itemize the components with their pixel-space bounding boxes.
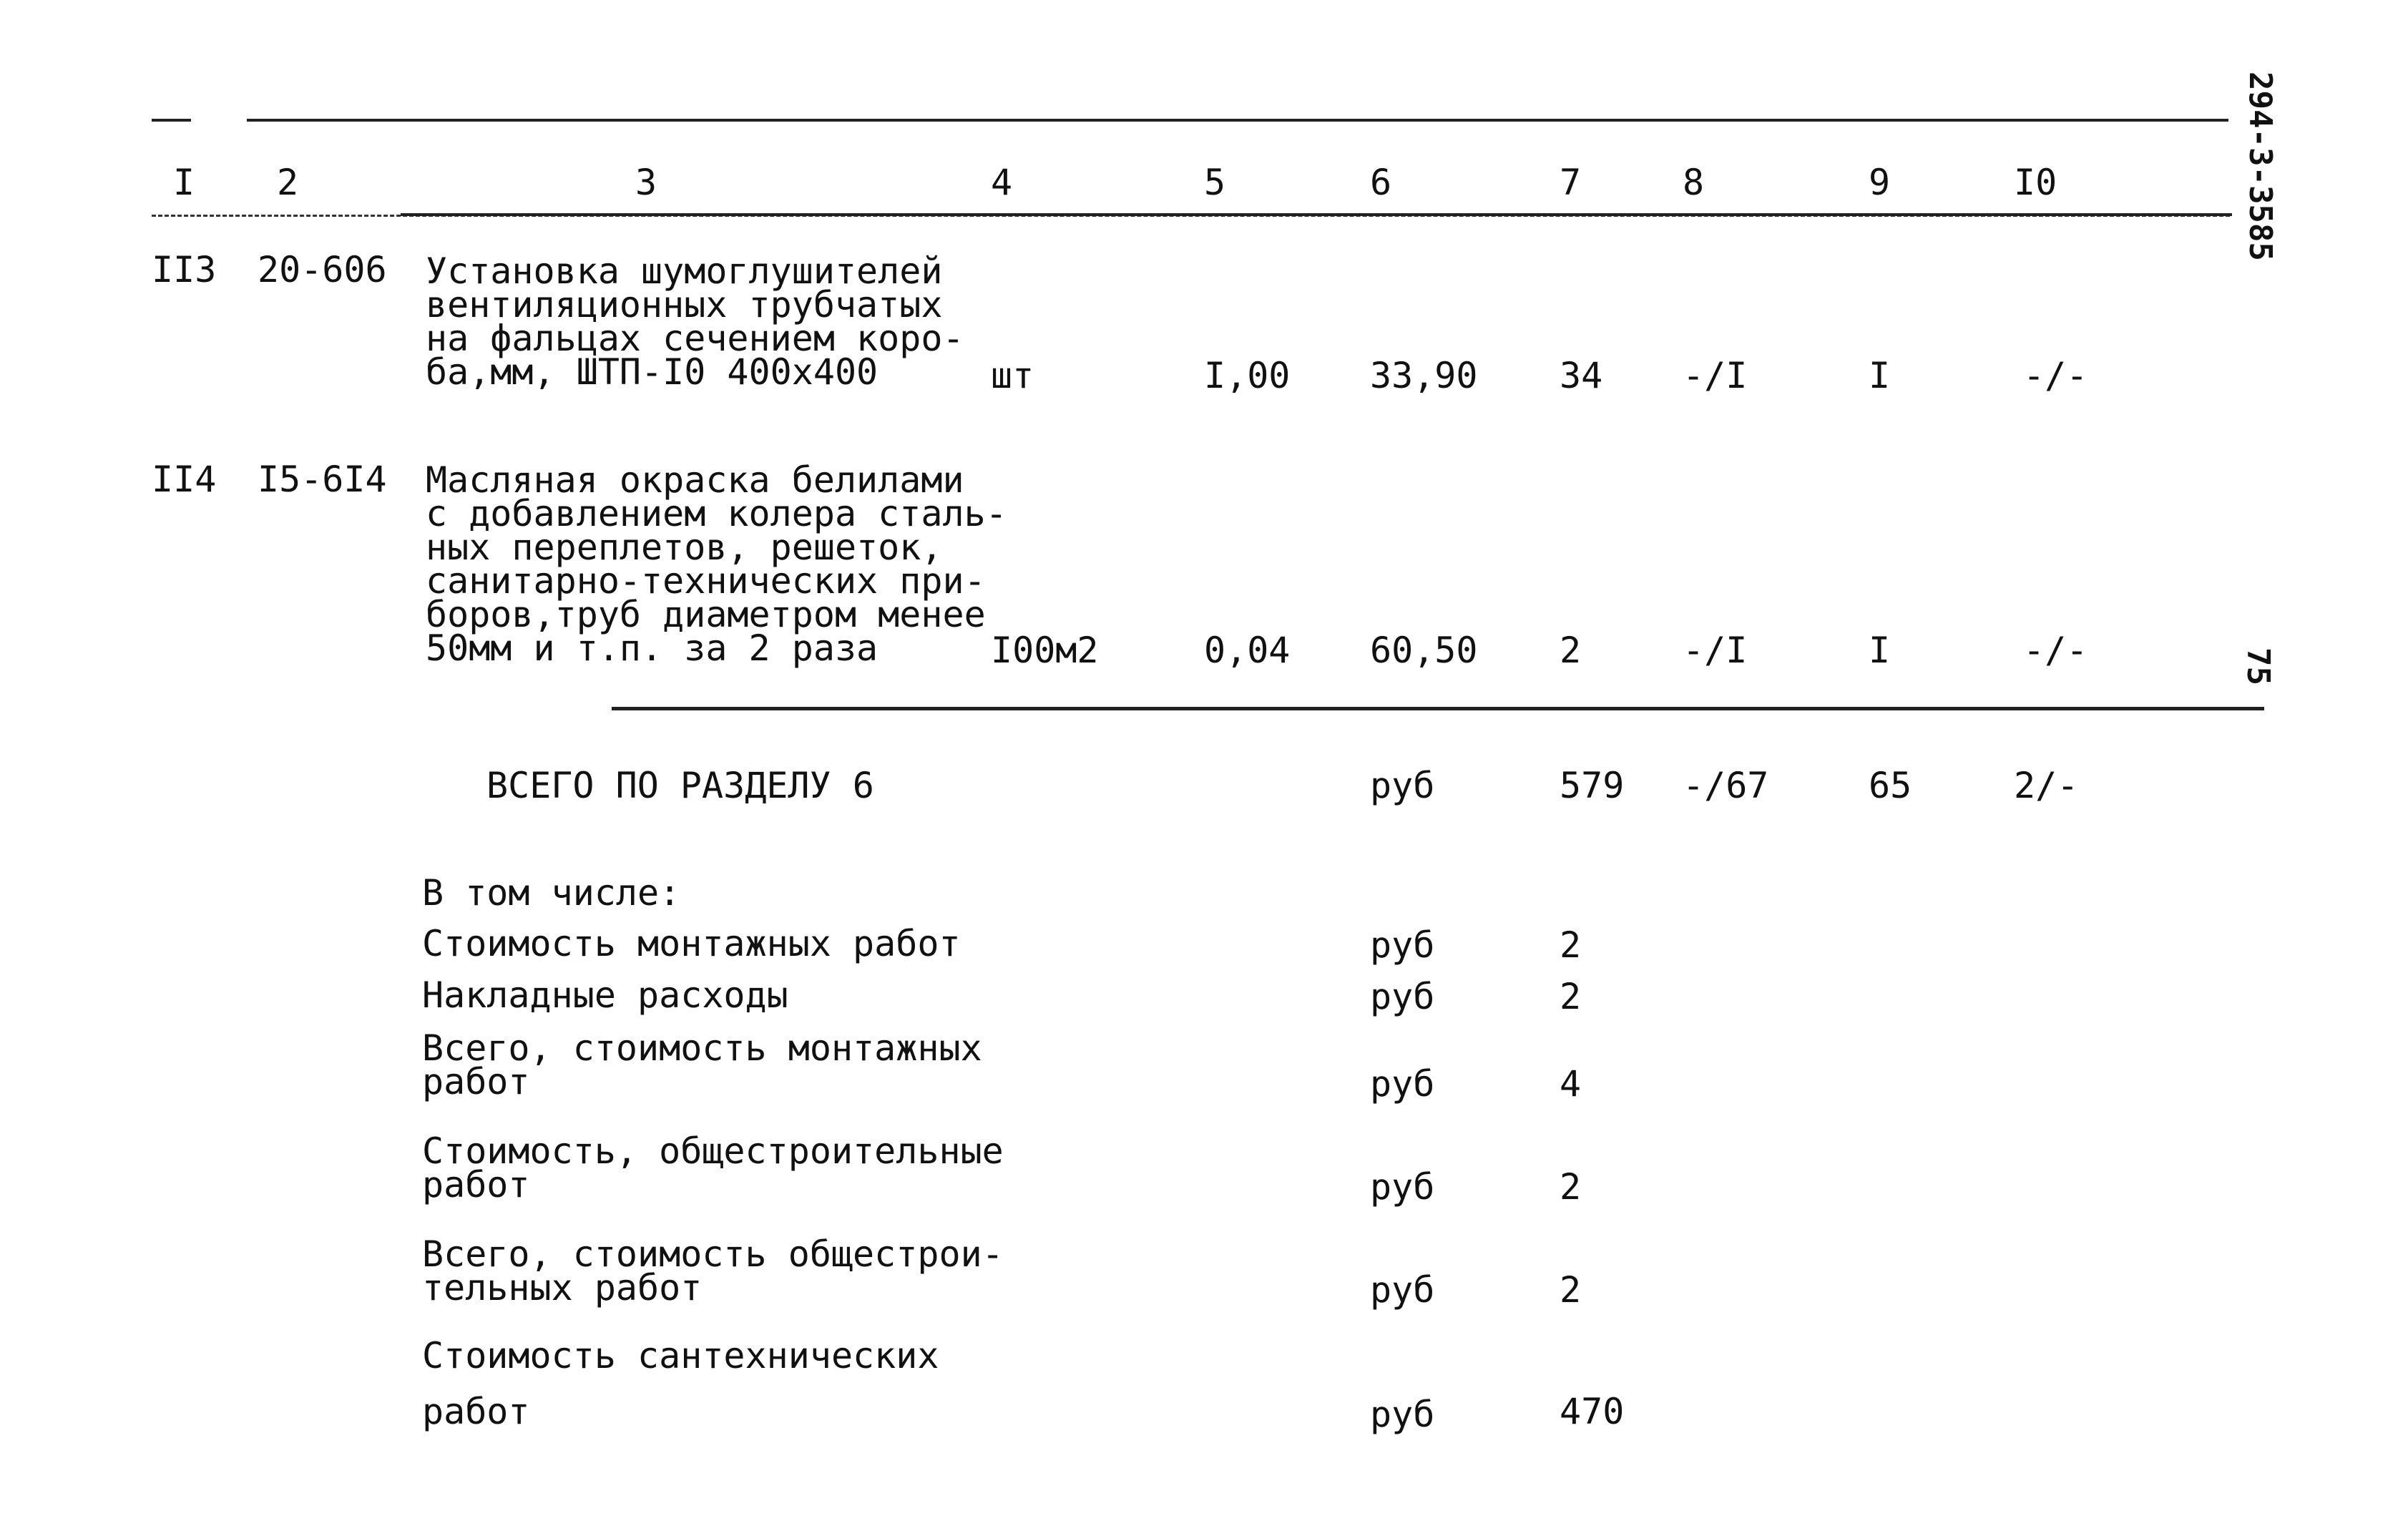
breakdown-value: 2	[1560, 976, 1582, 1017]
breakdown-unit: руб	[1370, 1063, 1435, 1105]
row-total: 34	[1560, 355, 1603, 396]
breakdown-heading: В том числе:	[422, 872, 681, 914]
column-header-2: 2	[277, 162, 299, 203]
top-rule	[247, 119, 2228, 122]
row-quantity: I,00	[1204, 355, 1291, 396]
column-header-6: 6	[1370, 162, 1392, 203]
row-description: Масляная окраска белилами с добавлением колера сталь- ных переплетов, решеток, санитарно-технических при- боров,труб диаметром менее 50мм и т.п. за 2 раза	[426, 459, 1007, 669]
row-col8: -/I	[1683, 630, 1748, 671]
section-total-col8: -/67	[1683, 765, 1769, 806]
row-total: 2	[1560, 630, 1582, 671]
breakdown-value: 2	[1560, 1166, 1582, 1208]
row-quantity: 0,04	[1204, 630, 1291, 671]
breakdown-unit: руб	[1370, 976, 1435, 1017]
column-header-4: 4	[991, 162, 1013, 203]
column-header-7: 7	[1560, 162, 1582, 203]
row-col10: -/-	[2023, 630, 2088, 671]
breakdown-label: Накладные расходы	[422, 974, 788, 1016]
breakdown-value: 470	[1560, 1391, 1625, 1432]
breakdown-label: Стоимость сантехнических работ	[422, 1335, 939, 1432]
column-header-3: 3	[635, 162, 657, 203]
breakdown-unit: руб	[1370, 924, 1435, 966]
row-col9: I	[1869, 355, 1891, 396]
top-rule-dash	[152, 119, 191, 122]
row-unit: шт	[991, 355, 1034, 396]
page-number: 75	[2240, 647, 2276, 685]
column-header-1: I	[173, 162, 195, 203]
section-total-col9: 65	[1869, 765, 1912, 806]
section-total-label: ВСЕГО ПО РАЗДЕЛУ 6	[486, 765, 874, 806]
row-col10: -/-	[2023, 355, 2088, 396]
row-price: 60,50	[1370, 630, 1478, 671]
column-header-10: I0	[2014, 162, 2057, 203]
row-number: II3	[152, 249, 217, 290]
column-header-9: 9	[1869, 162, 1891, 203]
document-code: 294-3-3585	[2242, 72, 2279, 261]
section-total-unit: руб	[1370, 765, 1435, 806]
row-col8: -/I	[1683, 355, 1748, 396]
row-description: Установка шумоглушителей вентиляционных трубчатых на фальцах сечением коро- ба,мм, ШТП-I0 400x400	[426, 250, 964, 393]
section-total-rule	[612, 707, 2264, 710]
header-bottom-rule-solid	[401, 213, 2232, 216]
row-unit: I00м2	[991, 630, 1099, 671]
breakdown-unit: руб	[1370, 1166, 1435, 1208]
row-number: II4	[152, 459, 217, 500]
row-code: 20-606	[258, 249, 387, 290]
breakdown-label: Всего, стоимость общестрои- тельных работ	[422, 1233, 1004, 1309]
breakdown-unit: руб	[1370, 1394, 1435, 1435]
row-code: I5-6I4	[258, 459, 387, 500]
column-header-8: 8	[1683, 162, 1705, 203]
breakdown-value: 2	[1560, 1269, 1582, 1311]
breakdown-unit: руб	[1370, 1269, 1435, 1311]
breakdown-label: Стоимость монтажных работ	[422, 923, 961, 964]
breakdown-label: Всего, стоимость монтажных работ	[422, 1027, 982, 1102]
breakdown-value: 2	[1560, 924, 1582, 966]
section-total-col10: 2/-	[2014, 765, 2079, 806]
breakdown-label: Стоимость, общестроительные работ	[422, 1130, 1004, 1205]
column-header-5: 5	[1204, 162, 1226, 203]
breakdown-value: 4	[1560, 1063, 1582, 1105]
row-col9: I	[1869, 630, 1891, 671]
section-total-value: 579	[1560, 765, 1625, 806]
row-price: 33,90	[1370, 355, 1478, 396]
